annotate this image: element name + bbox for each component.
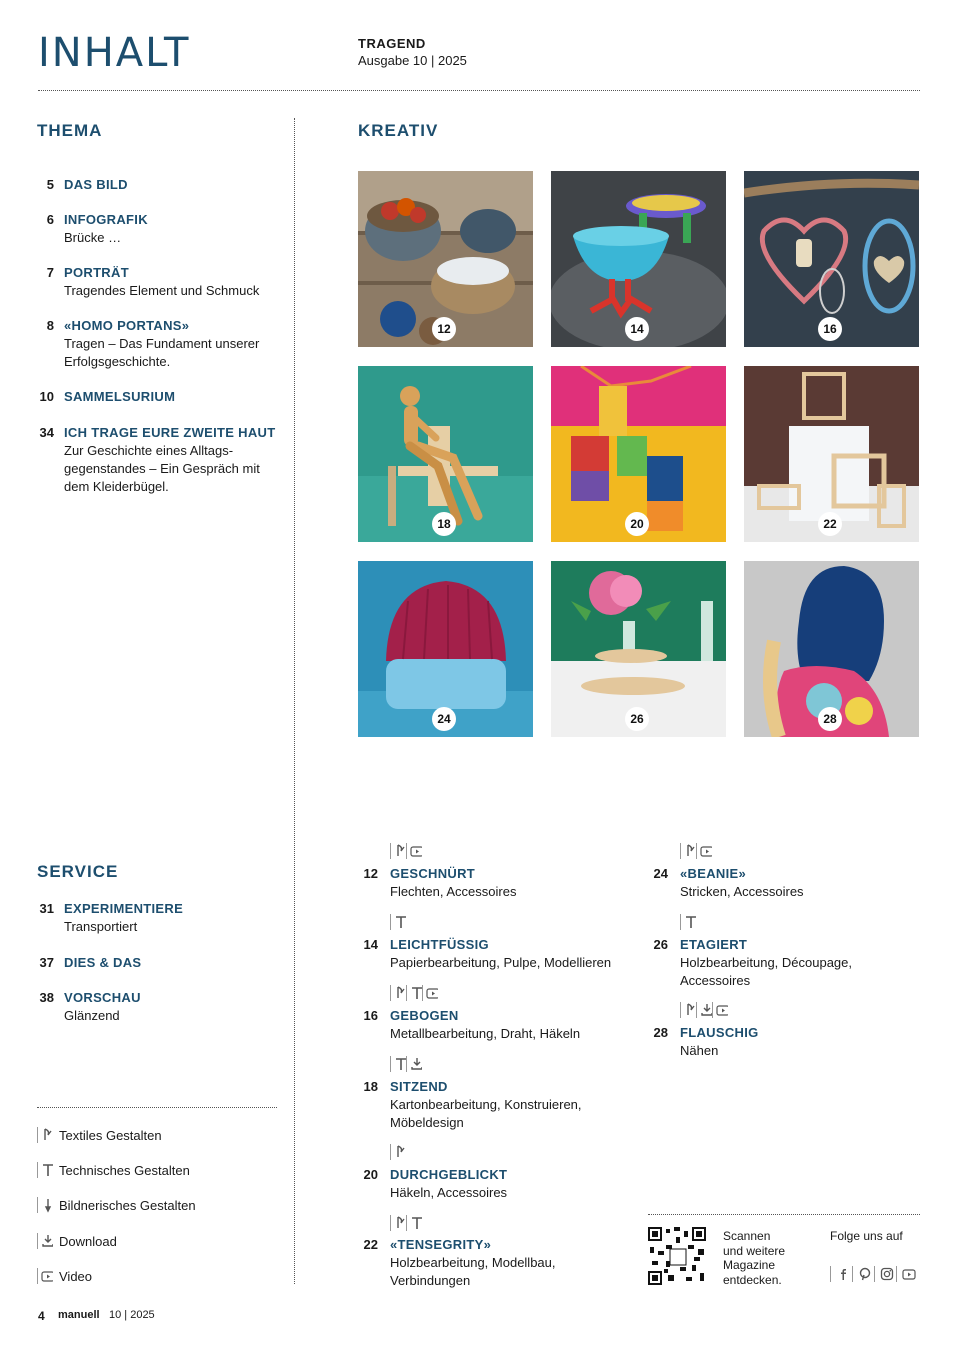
entry-icons [390, 1055, 422, 1073]
entry-title: PORTRÄT [64, 265, 129, 280]
page-number: 16 [363, 1008, 378, 1023]
download-icon [406, 1056, 422, 1072]
page-number: 24 [653, 866, 668, 881]
entry-title: DAS BILD [64, 177, 128, 192]
entry-title[interactable]: «BEANIE» [680, 866, 746, 881]
qr-caption [723, 1229, 785, 1287]
legend-label: Textiles Gestalten [59, 1127, 162, 1143]
entry-title: VORSCHAU [64, 990, 141, 1005]
page-badge: 18 [432, 512, 456, 536]
legend-item [37, 1197, 196, 1213]
legend-item [37, 1233, 117, 1249]
page-number: 14 [363, 937, 378, 952]
legend-item [37, 1162, 190, 1178]
entry-description: Accessoires [680, 973, 751, 988]
photo-beanie[interactable] [358, 561, 533, 737]
photo-hearts[interactable] [744, 171, 919, 347]
page-badge: 20 [625, 512, 649, 536]
photo-figure[interactable] [358, 366, 533, 542]
entry-icons [390, 842, 422, 860]
legend-item [37, 1268, 92, 1284]
legend-item [37, 1127, 162, 1143]
page-number: 38 [39, 990, 54, 1005]
service-heading: SERVICE [37, 862, 119, 881]
photo-etagere[interactable] [551, 561, 726, 737]
entry-description: Transportiert [64, 919, 138, 934]
page-number: 18 [363, 1079, 378, 1094]
entry-description: Tragendes Element und Schmuck [64, 283, 260, 298]
entry-icons [390, 913, 406, 931]
page-badge: 16 [818, 317, 842, 341]
photo-bowl[interactable] [551, 171, 726, 347]
kreativ-heading: KREATIV [358, 121, 439, 140]
entry-title: EXPERIMENTIERE [64, 901, 184, 916]
entry-icons [680, 842, 712, 860]
page-badge: 14 [625, 317, 649, 341]
photo-baskets[interactable] [358, 171, 533, 347]
legend-label: Video [59, 1268, 93, 1284]
page-number: 6 [46, 212, 54, 227]
textile-icon [390, 1144, 406, 1160]
qr-text: Scannen [723, 1229, 771, 1243]
youtube-icon[interactable] [896, 1266, 918, 1282]
legend-label: Bildnerisches Gestalten [59, 1197, 196, 1213]
textile-icon [37, 1127, 53, 1143]
page-number: 22 [363, 1237, 378, 1252]
entry-description: Glänzend [64, 1008, 120, 1023]
entry-description: Holzbearbeitung, Modellbau, [390, 1255, 556, 1270]
page-number: 26 [653, 937, 668, 952]
page-number: 31 [39, 901, 54, 916]
technical-icon [37, 1162, 53, 1178]
entry-icons [390, 984, 438, 1002]
video-icon [422, 985, 438, 1001]
header-divider [38, 90, 920, 91]
textile-icon [680, 843, 696, 859]
entry-description: Verbindungen [390, 1273, 471, 1288]
entry-icons [390, 1143, 406, 1161]
page-number: 20 [363, 1167, 378, 1182]
qr-divider [648, 1214, 920, 1215]
issue-subtitle: Ausgabe 10 | 2025 [358, 53, 467, 68]
entry-icons [390, 1214, 422, 1232]
page-badge: 24 [432, 707, 456, 731]
entry-description: Brücke … [64, 230, 122, 245]
legend-label: Technisches Gestalten [59, 1162, 190, 1178]
footer-issue: 10 | 2025 [109, 1309, 155, 1321]
qr-text: entdecken. [723, 1272, 782, 1287]
page-badge: 26 [625, 707, 649, 731]
entry-description: Häkeln, Accessoires [390, 1185, 508, 1200]
page-number: 5 [46, 177, 54, 192]
entry-title[interactable]: «TENSEGRITY» [390, 1237, 492, 1252]
qr-code[interactable] [648, 1227, 706, 1285]
download-icon [37, 1233, 53, 1249]
entry-title: ICH TRAGE EURE ZWEITE HAUT [64, 425, 276, 440]
qr-text: Magazine [723, 1258, 776, 1272]
page-title: INHALT [38, 30, 191, 76]
issue-title: TRAGEND [358, 36, 426, 51]
technical-icon [390, 1056, 406, 1072]
entry-title[interactable]: DURCHGEBLICKT [390, 1167, 508, 1182]
entry-title: INFOGRAFIK [64, 212, 148, 227]
download-icon [696, 1002, 712, 1018]
entry-title: «HOMO PORTANS» [64, 318, 190, 333]
entry-description: Flechten, Accessoires [390, 884, 517, 899]
entry-description: gegenstandes – Ein Gespräch mit [64, 461, 260, 476]
entry-description: Stricken, Accessoires [680, 884, 804, 899]
footer-page-number: 4 [38, 1309, 45, 1323]
entry-description: Tragen – Das Fundament unserer [64, 336, 260, 351]
entry-description: Papierbearbeitung, Pulpe, Modellieren [390, 955, 612, 970]
photo-bags[interactable] [551, 366, 726, 542]
entry-title[interactable]: FLAUSCHIG [680, 1025, 759, 1040]
page-number: 10 [39, 389, 54, 404]
page-number: 28 [653, 1025, 668, 1040]
entry-description: Erfolgsgeschichte. [64, 354, 171, 369]
legend-divider [37, 1107, 277, 1108]
technical-icon [406, 1215, 422, 1231]
column-divider [294, 118, 295, 1284]
facebook-icon[interactable] [830, 1266, 852, 1282]
page-number: 37 [39, 955, 54, 970]
textile-icon [390, 843, 406, 859]
entry-title[interactable]: GEBOGEN [390, 1008, 459, 1023]
page-badge: 12 [432, 317, 456, 341]
page-badge: 28 [818, 707, 842, 731]
page-badge: 22 [818, 512, 842, 536]
entry-title[interactable]: GESCHNÜRT [390, 866, 476, 881]
page-number: 7 [46, 265, 54, 280]
page-number: 12 [363, 866, 378, 881]
entry-title: DIES & DAS [64, 955, 142, 970]
video-icon [696, 843, 712, 859]
technical-icon [406, 985, 422, 1001]
entry-icons [680, 1001, 728, 1019]
photo-hoodie[interactable] [744, 561, 919, 737]
entry-description: Nähen [680, 1043, 719, 1058]
video-icon [406, 843, 422, 859]
video-icon [712, 1002, 728, 1018]
footer-brand: manuell [58, 1309, 100, 1321]
photo-tensegrity[interactable] [744, 366, 919, 542]
pinterest-icon[interactable] [852, 1266, 874, 1282]
entry-description: Metallbearbeitung, Draht, Häkeln [390, 1026, 581, 1041]
entry-icons [680, 913, 696, 931]
video-icon [37, 1268, 53, 1284]
art-icon [37, 1197, 53, 1213]
technical-icon [680, 914, 696, 930]
entry-title: SAMMELSURIUM [64, 389, 176, 404]
page-number: 8 [46, 318, 54, 333]
entry-title[interactable]: LEICHTFÜSSIG [390, 937, 489, 952]
entry-description: dem Kleiderbügel. [64, 479, 169, 494]
qr-text: und weitere [723, 1243, 786, 1258]
textile-icon [680, 1002, 696, 1018]
textile-icon [390, 1215, 406, 1231]
technical-icon [390, 914, 406, 930]
entry-description: Kartonbearbeitung, Konstruieren, [390, 1097, 582, 1112]
entry-description: Holzbearbeitung, Découpage, [680, 955, 853, 970]
thema-heading: THEMA [37, 121, 103, 140]
entry-description: Zur Geschichte eines Alltags- [64, 443, 234, 458]
entry-description: Möbeldesign [390, 1115, 464, 1130]
instagram-icon[interactable] [874, 1266, 896, 1282]
entry-title[interactable]: ETAGIERT [680, 937, 748, 952]
page-number: 34 [39, 425, 54, 440]
entry-title[interactable]: SITZEND [390, 1079, 448, 1094]
legend-label: Download [59, 1233, 117, 1249]
social-links [830, 1266, 918, 1282]
textile-icon [390, 985, 406, 1001]
follow-label: Folge uns auf [830, 1229, 903, 1243]
